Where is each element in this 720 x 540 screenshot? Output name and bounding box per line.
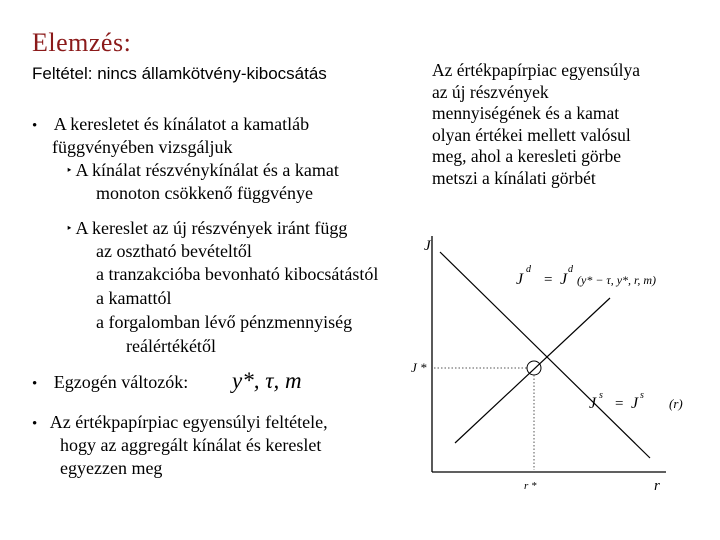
demand-eq-lhs-sup: d <box>526 264 531 275</box>
x-axis-label: r <box>654 478 660 494</box>
sub-bullet-2-line2: az osztható bevételtől <box>96 241 252 261</box>
sub-bullet-arrow-icon: ‣ <box>66 223 73 235</box>
demand-equation <box>516 264 656 288</box>
exogenous-math: y*, τ, m <box>232 368 302 393</box>
bullet-dot: • <box>32 416 38 432</box>
demand-eq-equals: = <box>544 272 553 288</box>
sub-bullet-1-line2: monoton csökkenő függvénye <box>96 183 313 203</box>
bullet-1-text: A keresletet és kínálatot a kamatláb <box>53 114 310 134</box>
bullet-3-line3: egyezzen meg <box>60 458 163 478</box>
sub-bullet-arrow-icon: ‣ <box>66 165 73 177</box>
description-line: mennyiségének és a kamat <box>432 103 620 123</box>
slide-title: Elemzés: <box>32 28 132 57</box>
y-star-label: J * <box>411 360 427 375</box>
description-line: metszi a kínálati görbét <box>432 167 596 188</box>
supply-eq-equals: = <box>615 396 624 412</box>
condition-text: Feltétel: nincs államkötvény-kibocsátás <box>32 64 327 83</box>
bullet-dot: • <box>32 376 38 392</box>
supply-eq-lhs: J <box>589 395 597 412</box>
bullet-3-line2: hogy az aggregált kínálat és kereslet <box>60 435 322 455</box>
bullet-3-text: Az értékpapírpiac egyensúlyi feltétele, <box>49 412 328 432</box>
x-star-label: r * <box>524 480 537 492</box>
description-line: olyan értékei mellett valósul <box>432 124 631 145</box>
equilibrium-point <box>527 361 541 375</box>
bullet-dot: • <box>32 118 38 134</box>
demand-curve <box>455 298 610 443</box>
y-axis-label: J <box>424 238 431 254</box>
description-line: az új részvények <box>432 81 549 102</box>
sub-bullet-2-line5: a forgalomban lévő pénzmennyiség <box>96 312 353 332</box>
supply-equation <box>589 390 683 412</box>
sub-bullet-2-text: A kereslet az új részvények iránt függ <box>75 218 348 238</box>
sub-bullet-2-line4: a kamattól <box>96 288 172 308</box>
bullet-1-line2: függvényében vizsgáljuk <box>52 137 233 157</box>
description-line: Az értékpapírpiac egyensúlya <box>432 60 640 80</box>
sub-bullet-1-text: A kínálat részvénykínálat és a kamat <box>75 160 339 180</box>
supply-eq-lhs-sup: s <box>599 390 603 401</box>
supply-eq-args: (r) <box>669 396 683 411</box>
sub-bullet-2-line3: a tranzakcióba bevonható kibocsátástól <box>96 264 379 284</box>
demand-eq-args: (y* − τ, y*, r, m) <box>577 273 657 287</box>
supply-eq-rhs: J <box>631 395 639 412</box>
demand-eq-lhs: J <box>516 271 524 288</box>
exogenous-label: Egzogén változók: <box>53 372 189 392</box>
supply-eq-rhs-sup: s <box>640 390 644 401</box>
demand-eq-rhs: J <box>560 271 568 288</box>
sub-bullet-2-line6: reálértékétől <box>126 336 216 356</box>
description-line: meg, ahol a keresleti görbe <box>432 146 622 166</box>
demand-eq-rhs-sup: d <box>568 264 573 275</box>
